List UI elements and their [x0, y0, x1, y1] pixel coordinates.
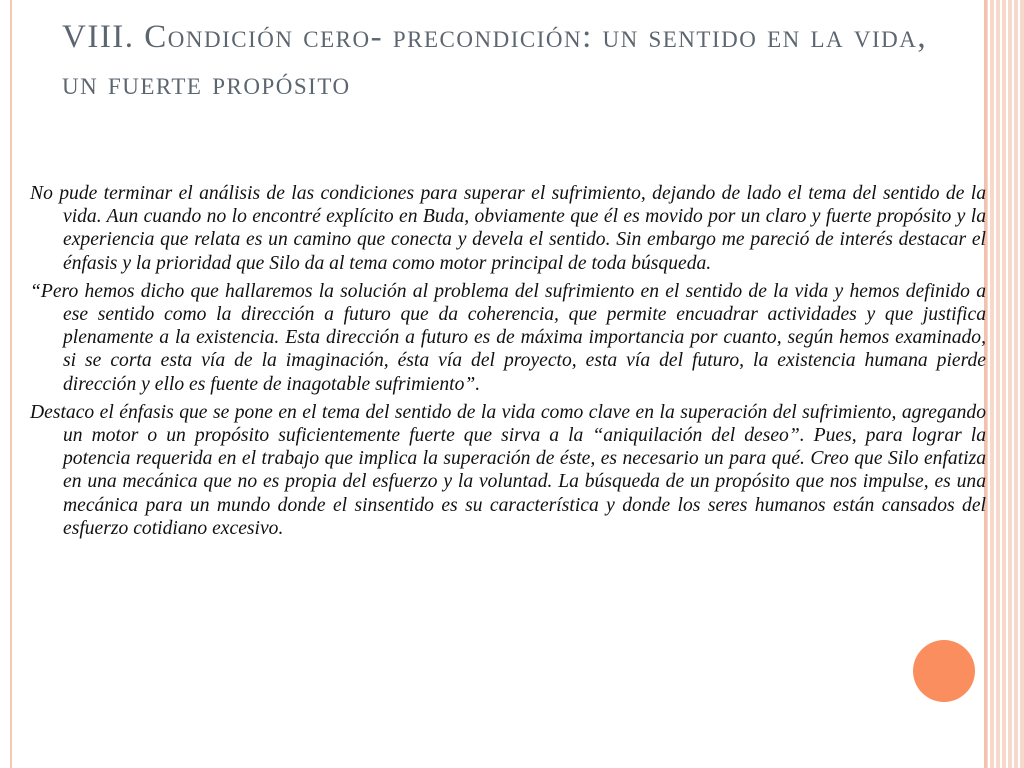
paragraph-intro: No pude terminar el análisis de las condiciones para superar el sufrimiento, dejando de lado el tema del sentido de la vida. Aun cuando no lo encontré explícito en Buda, obviamente que él es movido por un claro y fuerte propósito y la experiencia que relata es un camino que conecta y devela el sentido. Sin embargo me pareció de interés destacar el énfasis y la prioridad que Silo da al tema como motor principal de toda búsqueda.	[30, 183, 986, 274]
slide-title: VIII. Condición cero- precondición: un sentido en la vida, un fuerte propósito	[62, 19, 928, 102]
paragraph-conclusion: Destaco el énfasis que se pone en el tema del sentido de la vida como clave en la superación del sufrimiento, agregando un motor o un propósito suficientemente fuerte que sirva a la “aniquilación del deseo”. Pues, para lograr la potencia requerida en el trabajo que implica la superación de éste, es necesario un para qué. Creo que Silo enfatiza en una mecánica que no es propia del esfuerzo y la voluntad. La búsqueda de un propósito que nos impulse, es una mecánica para un mundo donde el sinsentido es su característica y donde los seres humanos están cansados del esfuerzo cotidiano excesivo.	[30, 401, 986, 539]
right-frame-border	[984, 0, 1024, 768]
paragraph-quote: “Pero hemos dicho que hallaremos la solución al problema del sufrimiento en el sentido de la vida y hemos definido a ese sentido como la dirección a futuro que da coherencia, que permite encuadrar actividades y que justifica plenamente a la existencia. Esta dirección a futuro es de máxima importancia por cuanto, según hemos examinado, si se corta esta vía de la imaginación, ésta vía del proyecto, esta vía del futuro, la existencia humana pierde dirección y ello es fuente de inagotable sufrimiento”.	[30, 280, 986, 395]
decorative-orange-circle	[913, 640, 975, 702]
slide-body	[30, 182, 986, 545]
left-frame-line	[10, 0, 12, 768]
